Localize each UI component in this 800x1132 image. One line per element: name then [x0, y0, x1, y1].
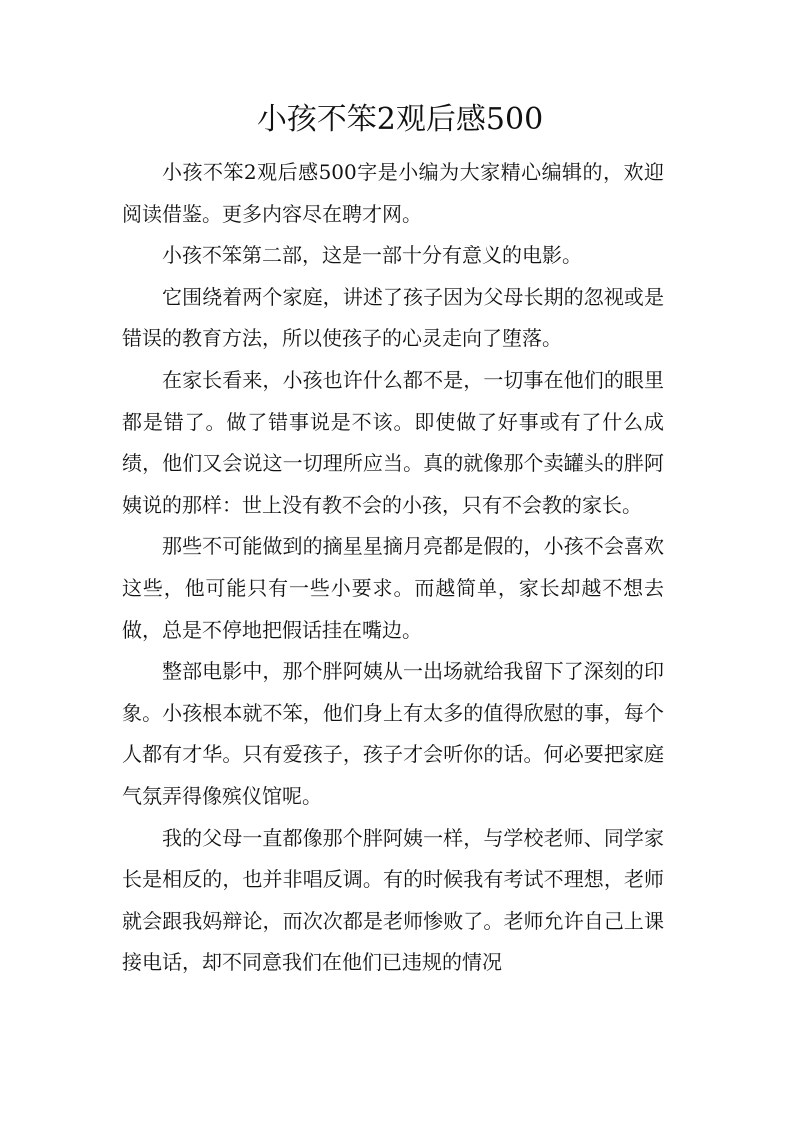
paragraph-7: 我的父母一直都像那个胖阿姨一样，与学校老师、同学家长是相反的，也并非唱反调。有的时候我有考试不理想，老师就会跟我妈辩论，而次次都是老师惨败了。老师允许自己上课接电话，却不同意我们在他们已违规的情况: [122, 825, 664, 975]
paragraph-6: 整部电影中，那个胖阿姨从一出场就给我留下了深刻的印象。小孩根本就不笨，他们身上有太多的值得欣慰的事，每个人都有才华。只有爱孩子，孩子才会听你的话。何必要把家庭气氛弄得像殡仪馆呢。: [122, 659, 664, 808]
document-body: [122, 152, 664, 984]
paragraph-3: 它围绕着两个家庭，讲述了孩子因为父母长期的忽视或是错误的教育方法，所以使孩子的心灵走向了堕落。: [122, 284, 664, 351]
paragraph-4: 在家长看来，小孩也许什么都不是，一切事在他们的眼里都是错了。做了错事说是不该。即使做了好事或有了什么成绩，他们又会说这一切理所应当。真的就像那个卖罐头的胖阿姨说的那样：世上没有教不会的小孩，只有不会教的家长。: [122, 367, 664, 517]
paragraph-intro: 小孩不笨2观后感500字是小编为大家精心编辑的，欢迎阅读借鉴。更多内容尽在聘才网。: [122, 160, 664, 226]
paragraph-2: 小孩不笨第二部，这是一部十分有意义的电影。: [162, 243, 582, 268]
paragraph-5: 那些不可能做到的摘星星摘月亮都是假的，小孩不会喜欢这些，他可能只有一些小要求。而越简单，家长却越不想去做，总是不停地把假话挂在嘴边。: [122, 534, 664, 642]
document-title: 小孩不笨2观后感500: [256, 102, 544, 137]
